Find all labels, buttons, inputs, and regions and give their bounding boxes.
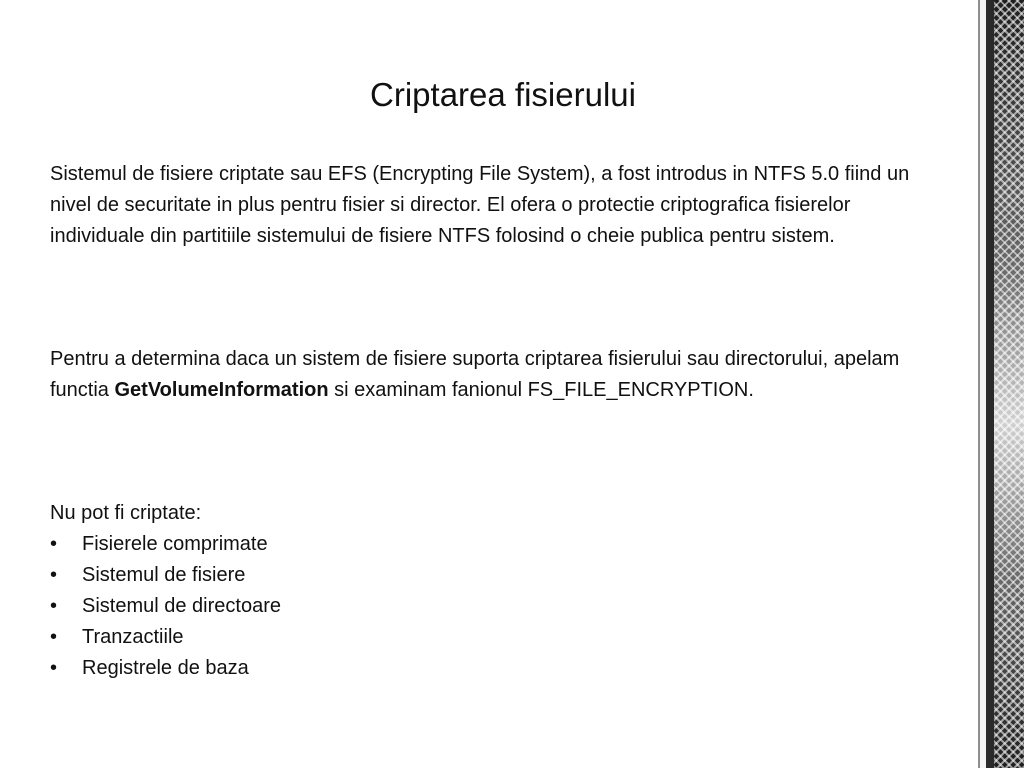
- bullet-icon: •: [50, 595, 58, 617]
- list-item: [50, 653, 920, 684]
- paragraph-volume-info-end: si examinam fanionul FS_FILE_ENCRYPTION.: [328, 379, 754, 401]
- bullet-icon: •: [50, 564, 58, 586]
- list-item-text: Fisierele comprimate: [82, 533, 268, 555]
- function-name-bold: GetVolumeInformation: [114, 379, 329, 401]
- bullet-icon: •: [50, 657, 58, 679]
- list-item: [50, 622, 920, 653]
- list-item-text: Sistemul de fisiere: [82, 564, 246, 586]
- paragraph-volume-info: [50, 344, 920, 406]
- list-item: [50, 529, 920, 560]
- list-item: [50, 560, 920, 591]
- list-heading: Nu pot fi criptate:: [50, 502, 202, 524]
- not-encryptable-section: [50, 498, 920, 684]
- slide-title: Criptarea fisierului: [370, 76, 636, 113]
- bullet-icon: •: [50, 533, 58, 555]
- border-dark-line: [986, 0, 994, 768]
- paragraph-volume-info-start: Pentru a determina daca un sistem de fisiere suporta criptarea fisierului sau directorului, apelam functia: [50, 348, 900, 401]
- list-item: [50, 591, 920, 622]
- decorative-side-border: [978, 0, 1024, 768]
- list-item-text: Sistemul de directoare: [82, 595, 281, 617]
- list-item-text: Tranzactiile: [82, 626, 184, 648]
- list-item-text: Registrele de baza: [82, 657, 249, 679]
- bullet-icon: •: [50, 626, 58, 648]
- border-pattern: [994, 0, 1024, 768]
- paragraph-efs-intro: Sistemul de fisiere criptate sau EFS (Encrypting File System), a fost introdus in NTFS 5.0 fiind un nivel de securitate in plus pentru fisier si director. El ofera o protectie criptografica fisierelor individuale din partitiile sistemului de fisiere NTFS folosind o cheie publica pentru sistem.: [50, 163, 910, 247]
- bullet-list: [50, 529, 920, 684]
